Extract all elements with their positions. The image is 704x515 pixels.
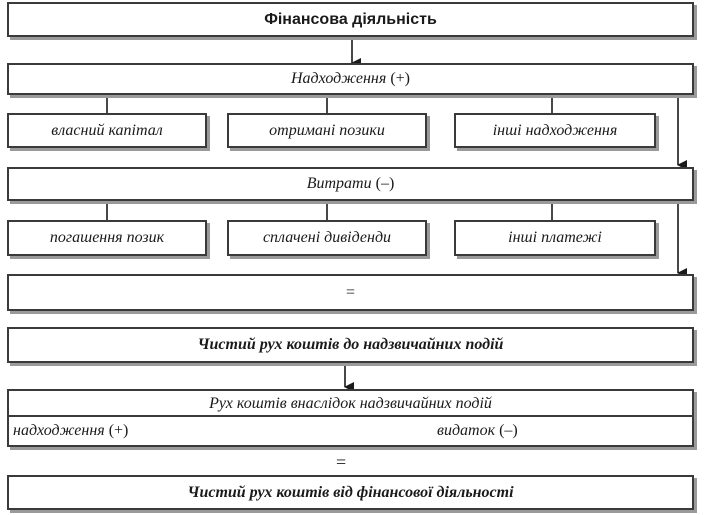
expense-item-other-payments	[454, 220, 656, 256]
extraordinary-box	[7, 389, 694, 447]
expense-item-label: сплачені дивіденди	[262, 229, 392, 246]
expenses-sign: (–)	[375, 175, 395, 192]
equals-sign: =	[345, 283, 356, 301]
equals-sign-2: =	[336, 452, 347, 472]
financial-activity-title	[7, 2, 694, 37]
income-item-other-income	[454, 113, 656, 148]
title-text: Фінансова діяльність	[264, 10, 437, 28]
inflow-sign: (+)	[108, 422, 129, 439]
extraordinary-outflow	[437, 423, 518, 439]
income-header	[7, 63, 694, 95]
expenses-header	[7, 167, 694, 201]
net-before-extraordinary-text: Чистий рух коштів до надзвичайних подій	[197, 336, 504, 353]
income-item-label: власний капітал	[51, 121, 163, 139]
income-label: Надходження	[290, 70, 387, 87]
expense-item-label: погашення позик	[49, 229, 165, 246]
expenses-label: Витрати	[306, 175, 372, 192]
inflow-text: надходження	[13, 422, 105, 439]
income-item-own-capital	[7, 113, 207, 148]
income-item-label: інші надходження	[492, 121, 618, 139]
expense-item-loan-repayment	[7, 220, 207, 256]
extraordinary-inflow	[13, 423, 128, 439]
net-financial-box	[7, 475, 694, 510]
expense-item-label: інші платежі	[508, 229, 602, 246]
income-item-label: отримані позики	[269, 121, 385, 139]
equals-box	[7, 274, 694, 311]
income-sign: (+)	[390, 70, 410, 87]
extraordinary-divider	[9, 415, 692, 417]
income-item-received-loans	[227, 113, 427, 148]
extraordinary-label: Рух коштів внаслідок надзвичайних подій	[209, 395, 492, 412]
net-before-extraordinary-box	[7, 327, 694, 363]
net-financial-text: Чистий рух коштів від фінансової діяльності	[187, 483, 514, 501]
outflow-text: видаток	[437, 422, 496, 439]
expense-item-paid-dividends	[227, 220, 427, 256]
outflow-sign: (–)	[499, 422, 518, 439]
